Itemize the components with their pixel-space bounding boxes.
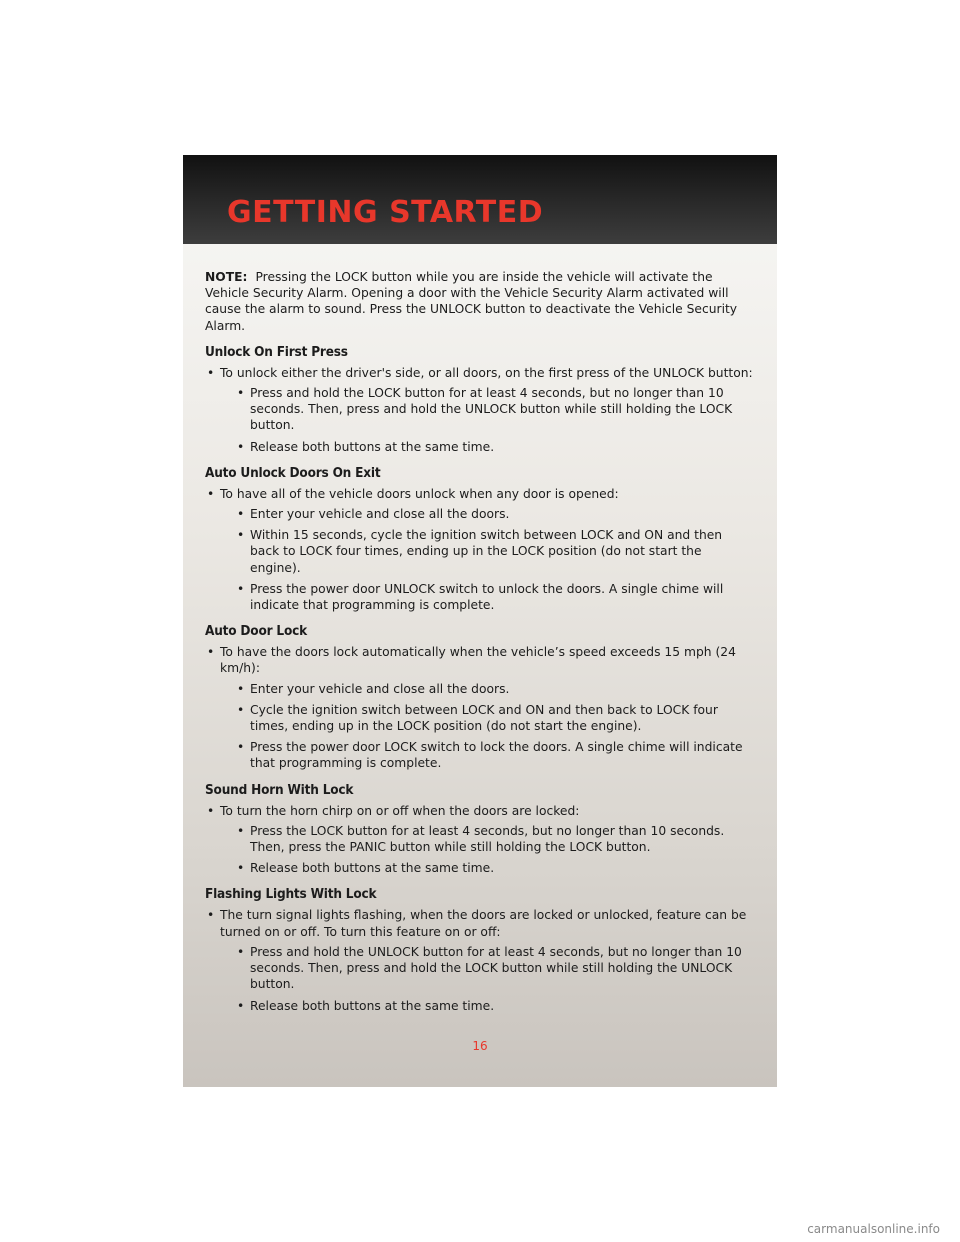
step-item: • Press the power door LOCK switch to lock the doors. A single chime will indicate that programming is complete. — [205, 739, 753, 771]
section-intro: • To unlock either the driver's side, or all doors, on the first press of the UNLOCK button: — [205, 365, 753, 381]
page-header — [183, 155, 777, 244]
section-intro: • To turn the horn chirp on or off when the doors are locked: — [205, 803, 753, 819]
note-label: NOTE: — [205, 270, 248, 284]
step-item: • Release both buttons at the same time. — [205, 998, 753, 1014]
section-auto-door-lock — [205, 622, 753, 771]
watermark-text: carmanualsonline.info — [807, 1222, 940, 1236]
section-heading: Auto Unlock Doors On Exit — [205, 464, 381, 481]
step-item: • Cycle the ignition switch between LOCK and ON and then back to LOCK four times, ending up in the LOCK position (do not start the engine). — [205, 702, 753, 734]
section-sound-horn-with-lock — [205, 781, 753, 877]
page-title: GETTING STARTED — [227, 195, 544, 230]
step-item: • Release both buttons at the same time. — [205, 439, 753, 455]
section-unlock-first-press — [205, 343, 753, 455]
step-item: • Press and hold the LOCK button for at least 4 seconds, but no longer than 10 seconds. Then, press and hold the UNLOCK button while still holding the LOCK button. — [205, 385, 753, 434]
section-heading: Sound Horn With Lock — [205, 781, 354, 798]
page-number: 16 — [472, 1039, 488, 1053]
note-paragraph — [205, 269, 753, 334]
step-item: • Within 15 seconds, cycle the ignition switch between LOCK and ON and then back to LOCK four times, ending up in the LOCK position (do not start the engine). — [205, 527, 753, 576]
section-flashing-lights-with-lock — [205, 885, 753, 1013]
page-content — [205, 269, 753, 1019]
section-heading: Unlock On First Press — [205, 343, 348, 360]
step-item: • Enter your vehicle and close all the doors. — [205, 681, 753, 697]
note-text: Pressing the LOCK button while you are inside the vehicle will activate the Vehicle Security Alarm. Opening a door with the Vehicle Security Alarm activated will cause the alarm to sound. Press the UNLOCK button to deactivate the Vehicle Security Alarm. — [205, 270, 738, 333]
step-item: • Release both buttons at the same time. — [205, 860, 753, 876]
section-intro: • The turn signal lights flashing, when the doors are locked or unlocked, feature can be turned on or off. To turn this feature on or off: — [205, 907, 753, 939]
step-item: • Press and hold the UNLOCK button for at least 4 seconds, but no longer than 10 seconds. Then, press and hold the LOCK button while still holding the UNLOCK button. — [205, 944, 753, 993]
step-item: • Enter your vehicle and close all the doors. — [205, 506, 753, 522]
manual-page — [183, 155, 777, 1087]
section-heading: Auto Door Lock — [205, 623, 307, 640]
step-item: • Press the LOCK button for at least 4 seconds, but no longer than 10 seconds. Then, press the PANIC button while still holding the LOCK button. — [205, 823, 753, 855]
section-intro: • To have the doors lock automatically when the vehicle’s speed exceeds 15 mph (24 km/h): — [205, 644, 753, 676]
section-intro: • To have all of the vehicle doors unlock when any door is opened: — [205, 486, 753, 502]
step-item: • Press the power door UNLOCK switch to unlock the doors. A single chime will indicate that programming is complete. — [205, 581, 753, 613]
section-auto-unlock-on-exit — [205, 464, 753, 613]
section-heading: Flashing Lights With Lock — [205, 886, 377, 903]
